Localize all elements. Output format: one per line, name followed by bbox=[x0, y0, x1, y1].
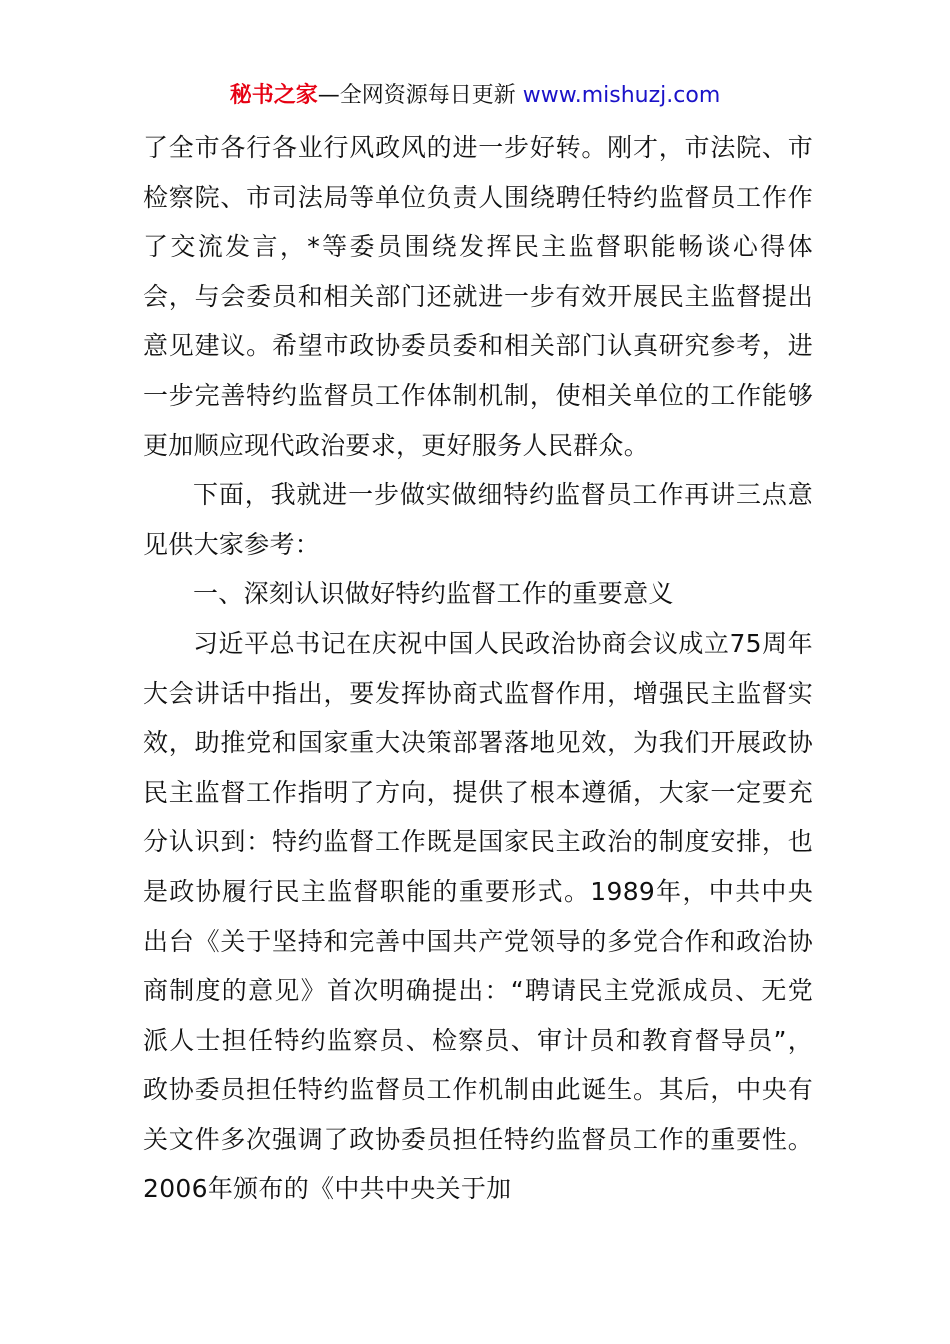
paragraph-body: 习近平总书记在庆祝中国人民政治协商会议成立75周年大会讲话中指出，要发挥协商式监督作用，增强民主监督实效，助推党和国家重大决策部署落地见效，为我们开展政协民主监督工作指明了方向，提供了根本遵循，大家一定要充分认识到：特约监督工作既是国家民主政治的制度安排，也是政协履行民主监督职能的重要形式。1989年，中共中央出台《关于坚持和完善中国共产党领导的多党合作和政治协商制度的意见》首次明确提出：“聘请民主党派成员、无党派人士担任特约监察员、检察员、审计员和教育督导员”，政协委员担任特约监督员工作机制由此诞生。其后，中央有关文件多次强调了政协委员担任特约监督员工作的重要性。2006年颁布的《中共中央关于加 bbox=[143, 628, 813, 1204]
paragraph-continuation: 了全市各行各业行风政风的进一步好转。刚才，市法院、市检察院、市司法局等单位负责人围绕聘任特约监督员工作作了交流发言，*等委员围绕发挥民主监督职能畅谈心得体会，与会委员和相关部门还就进一步有效开展民主监督提出意见建议。希望市政协委员委和相关部门认真研究参考，进一步完善特约监督员工作体制机制，使相关单位的工作能够更加顺应现代政治要求，更好服务人民群众。 bbox=[143, 133, 813, 460]
site-tagline: —全网资源每日更新 bbox=[317, 83, 516, 108]
site-header bbox=[0, 80, 950, 112]
site-url-link[interactable]: www.mishuzj.com bbox=[515, 83, 721, 108]
document-body bbox=[143, 123, 813, 1214]
paragraph-intro: 下面，我就进一步做实做细特约监督员工作再讲三点意见供大家参考： bbox=[143, 480, 813, 559]
section-heading: 一、深刻认识做好特约监督工作的重要意义 bbox=[193, 579, 674, 609]
site-brand: 秘书之家 bbox=[229, 83, 318, 108]
